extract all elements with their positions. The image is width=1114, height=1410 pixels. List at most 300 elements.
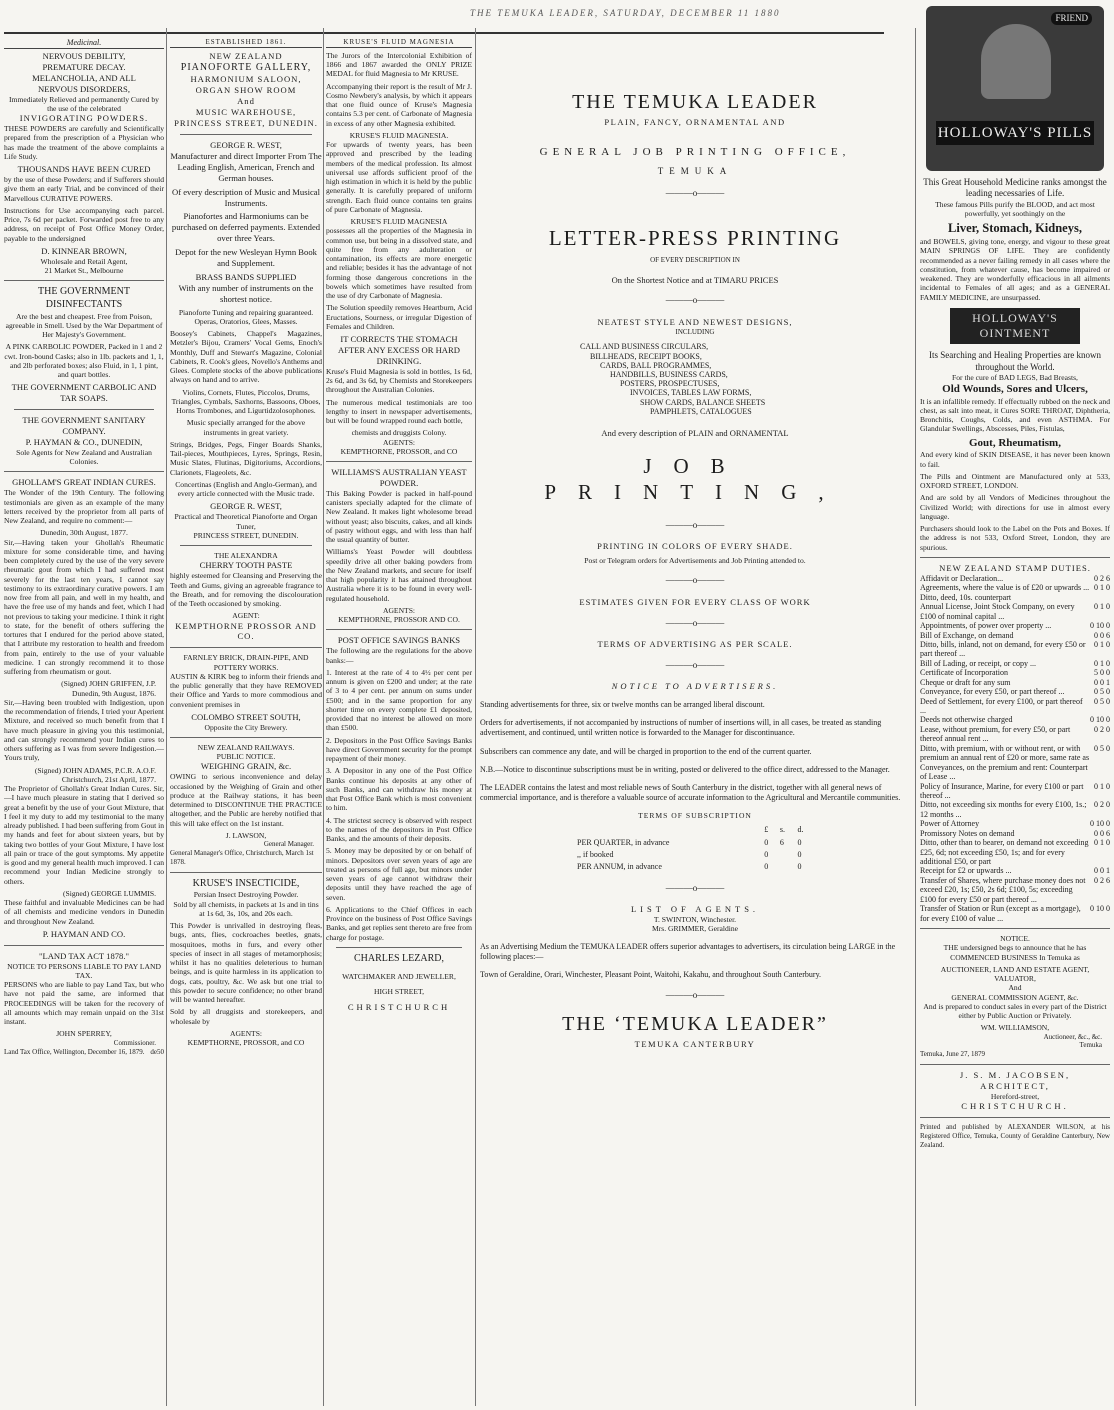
divider xyxy=(326,629,472,630)
ad-heading: PUBLIC NOTICE. xyxy=(216,752,276,762)
divider xyxy=(4,945,164,946)
ad-body: For the cure of BAD LEGS, Bad Breasts, xyxy=(952,373,1078,383)
ad-heading: ESTIMATES GIVEN FOR EVERY CLASS OF WORK xyxy=(579,596,811,607)
ad-heading: NOTICE. xyxy=(1000,934,1030,944)
duty-item: Ditto, bills, inland, not on demand, for every £50 or part thereof ... xyxy=(920,639,1086,659)
ad-body: OWING to serious inconvenience and delay occasioned by the Weighing of Grain and other produce at the Railway stations, it has been determined to DISCONTINUE THE PRACTICE altogether, and the Public are hereby notified that this will take effect on the 1st instant. xyxy=(170,772,322,828)
divider xyxy=(920,557,1110,558)
duty-row xyxy=(920,621,1110,630)
duty-item: Ditto, with premium, with or without rent, or with premium an annual rent of £20 or more, same rate as Conveyances, on the premium and rent: Counterpart of Lease ... xyxy=(920,743,1090,782)
divider: ———o——— xyxy=(665,659,725,670)
printing-list xyxy=(580,342,910,416)
ad-body: Music specially arranged for the above instruments in great variety. xyxy=(186,418,306,437)
running-head: THE TEMUKA LEADER, SATURDAY, DECEMBER 11 1880 xyxy=(470,8,781,18)
ad-line: NERVOUS DEBILITY, xyxy=(42,51,126,62)
stamp-duties-table xyxy=(920,574,1110,923)
agent-name: KEMPTHORNE, PROSSOR, and CO xyxy=(340,446,458,456)
duty-row xyxy=(920,715,1110,724)
duty-amount: 0 1 0 xyxy=(1094,781,1110,791)
ad-office xyxy=(4,1048,164,1057)
ad-body: The following are the regulations for the above banks:— xyxy=(326,646,472,665)
list-item: INVOICES, TABLES LAW FORMS, xyxy=(630,388,752,398)
ad-line: PREMATURE DECAY. xyxy=(42,62,126,73)
divider xyxy=(170,872,322,873)
seated-figure-icon xyxy=(981,24,1051,99)
ad-body: OF EVERY DESCRIPTION IN xyxy=(650,255,740,264)
duty-amount: 0 10 0 xyxy=(1090,621,1110,631)
duty-item: Lease, without premium, for every £50, or part thereof annual rent ... xyxy=(920,724,1071,744)
section-label: Medicinal. xyxy=(4,38,164,49)
table-row xyxy=(575,849,815,861)
duty-item: Policy of Insurance, Marine, for every £100 or part thereof ... xyxy=(920,781,1084,800)
duty-item: Power of Attorney xyxy=(920,819,980,829)
ad-office: General Manager's Office, Christchurch, March 1st 1878. xyxy=(170,849,314,866)
ad-heading: NEATEST STYLE AND NEWEST DESIGNS, xyxy=(597,316,793,327)
duty-amount: 0 1 0 xyxy=(1094,639,1110,649)
ad-line: PRINCESS STREET, DUNEDIN. xyxy=(174,118,318,129)
duty-item: Agreements, where the value is of £20 or upwards ... xyxy=(920,583,1090,593)
ad-line: MUSIC WAREHOUSE, xyxy=(195,107,297,118)
duty-row xyxy=(920,631,1110,640)
ad-heading: TERMS OF ADVERTISING AS PER SCALE. xyxy=(597,639,793,650)
ad-heading: KRUSE'S INSECTICIDE, xyxy=(192,877,300,889)
ad-line: ORGAN SHOW ROOM xyxy=(195,85,297,96)
agent-label: AGENT: xyxy=(232,611,260,621)
ad-body: Practical and Theoretical Pianoforte and Organ Tuner, xyxy=(174,512,318,531)
ad-address: PRINCESS STREET, DUNEDIN. xyxy=(193,530,299,540)
duty-amount: 0 0 1 xyxy=(1094,866,1110,876)
ad-line: NERVOUS DISORDERS, xyxy=(38,83,130,94)
duty-amount: 0 0 6 xyxy=(1094,828,1110,838)
duty-row xyxy=(920,800,1110,819)
list-item: PAMPHLETS, CATALOGUES xyxy=(650,406,752,416)
column-1 xyxy=(4,38,164,1056)
ad-body: These faithful and invaluable Medicines can be had of all chemists and medicine vendors in Dunedin and throughout New Zealand. xyxy=(4,898,164,926)
duty-amount: 0 0 1 xyxy=(1094,677,1110,687)
paper-subtitle: PLAIN, FANCY, ORNAMENTAL AND xyxy=(604,117,786,128)
duty-item: Bill of Exchange, on demand xyxy=(920,630,1014,640)
regulation: 3. A Depositor in any one of the Post Office Banks continue his deposits at any other of such Banks, and can withdraw his money at that Post Office Bank which is most convenient to him. xyxy=(326,766,472,813)
ad-heading: CHERRY TOOTH PASTE xyxy=(199,560,293,571)
ad-body: Opposite the City Brewery. xyxy=(204,722,288,732)
duty-amount: 0 5 0 xyxy=(1094,743,1110,753)
column-header: s. xyxy=(779,825,785,835)
ad-heading: BRASS BANDS SUPPLIED xyxy=(195,271,297,282)
signature-role: Auctioneer, &c., &c. xyxy=(1043,1032,1102,1041)
agent-role: Wholesale and Retail Agent, xyxy=(40,256,128,266)
ad-address: HIGH STREET, xyxy=(373,986,425,996)
divider xyxy=(4,280,164,281)
agent-name: GEORGE R. WEST, xyxy=(210,501,282,512)
ad-body: A PINK CARBOLIC POWDER, Packed in 1 and 2 cwt. Iron-bound Casks; also in 1lb. packets and 1, 1, and 2lb perforated boxes; also Fluid, in 1, 1 pint, and quart bottles. xyxy=(4,342,164,380)
row-label: PER ANNUM, in advance xyxy=(577,861,662,871)
agent-entry: T. SWINTON, Winchester. xyxy=(653,915,737,925)
ad-date: Temuka, June 27, 1879 xyxy=(920,1050,986,1059)
ad-body: And every description of PLAIN and ORNAMENTAL xyxy=(601,427,789,438)
cell: 0 xyxy=(764,861,769,871)
ad-body: This Powder is unrivalled in destroying fleas, bugs, ants, flies, cockroaches beetles, gnats, mosquitoes, moths in furs, and every other species of insect in all stages of metamorphosis; whilst it has no qualities deleterious to human beings, and is quite harmless in its application to dogs, cats, poultry, &c. We ask but one trial to this powder to secure confidence; no other brand will be wanted hereafter. xyxy=(170,921,322,1005)
ad-body: Sold by all druggists and storekeepers, and wholesale by xyxy=(170,1007,322,1026)
ad-body: THESE POWDERS are carefully and Scientifically prepared from the prescription of a Physician who has made the treatment of the above complaints a Life Study. xyxy=(4,124,164,161)
notice-body: Subscribers can commence any date, and will be charged in proportion to the end of the current quarter. xyxy=(480,746,812,756)
ad-body: Concertinas (English and Anglo-German), and every article connected with the Music trade. xyxy=(175,479,317,499)
ad-body: Sold by all chemists, in packets at 1s and in tins at 1s 6d, 3s, 10s, and 20s each. xyxy=(173,899,319,918)
row-label: ,, if booked xyxy=(577,849,614,859)
list-item: CARDS, BALL PROGRAMMES, xyxy=(600,360,712,370)
ad-heading: Old Wounds, Sores and Ulcers, xyxy=(942,382,1088,395)
letterpress-heading: LETTER-PRESS PRINTING xyxy=(548,225,842,250)
ad-heading: THE ALEXANDRA xyxy=(214,551,278,561)
ad-heading: KRUSE'S FLUID MAGNESIA xyxy=(350,217,448,227)
duty-amount: 0 10 0 xyxy=(1090,819,1110,829)
column-5 xyxy=(920,6,1110,1153)
ad-body: These famous Pills purify the BLOOD, and act most powerfully, yet soothingly on the xyxy=(935,199,1095,219)
ad-address: CHRISTCHURCH. xyxy=(961,1101,1069,1112)
ad-body: Post or Telegram orders for Advertisements and Job Printing attended to. xyxy=(584,556,806,566)
pills-banner: HOLLOWAY'S PILLS xyxy=(936,121,1094,145)
cell: 0 xyxy=(797,861,802,871)
signature-date: Dunedin, 9th August, 1876. xyxy=(72,688,156,698)
illustration-tag: FRIEND xyxy=(1051,12,1092,25)
ad-address: COLOMBO STREET SOUTH, xyxy=(191,711,301,722)
list-item: BILLHEADS, RECEIPT BOOKS, xyxy=(590,351,702,361)
ad-body: And is prepared to conduct sales in every part of the District either by Public Auction or Privately. xyxy=(923,1001,1107,1021)
ad-body: THE undersigned begs to announce that he has COMMENCED BUSINESS In Temuka as xyxy=(943,943,1087,962)
column-rule xyxy=(166,28,167,1406)
ad-body: Pianofortes and Harmoniums can be purchased on deferred payments. Extended over three Years. xyxy=(171,211,321,244)
ad-body: chemists and druggists Colony. xyxy=(351,428,447,438)
agent-label: AGENTS: xyxy=(382,437,416,447)
ad-date: Dunedin, 30th August, 1877. xyxy=(40,528,128,538)
agent-name: P. HAYMAN AND CO. xyxy=(42,928,126,939)
cell xyxy=(778,849,796,861)
notice-body: Town of Geraldine, Orari, Winchester, Pleasant Point, Waitohi, Kakahu, and throughout South Canterbury. xyxy=(480,970,822,980)
ad-heading: LIST OF AGENTS. xyxy=(630,904,760,915)
ad-body: Pianoforte Tuning and repairing guaranteed. Operas, Oratorios, Glees, Masses. xyxy=(178,307,314,326)
ad-body: This Baking Powder is packed in half-pound canisters specially adapted for the climate of New Zealand. It makes light wholesome bread without yeast; also biscuits, cakes, and all kinds of pastry without eggs, and with less than half the usual quantity of butter. xyxy=(326,488,472,545)
ad-body: possesses all the properties of the Magnesia in common use, but being in a dissolved state, and quite free from any adulteration or contamination, its effects are more energetic and reliable; besides it has the advantage of not forming those dangerous concretions in the bowels which sometimes have resulted from the use of dry Carbonate of Magnesia. xyxy=(326,226,472,301)
divider xyxy=(920,928,1110,929)
ad-body: Sole Agents for New Zealand and Australian Colonies. xyxy=(16,447,152,467)
regulation: 1. Interest at the rate of 4 to 4½ per cent per annum is given on £200 and under; at the rate of 3 to 4 per cent. per annum on sums under £500; and in the same proportion for any shorter time on every complete £1 deposited, provided that no interest be allowed on more than £500. xyxy=(326,667,472,733)
divider xyxy=(180,545,312,546)
paper-title: THE TEMUKA LEADER xyxy=(572,91,818,113)
ad-heading: THE GOVERNMENT SANITARY COMPANY. xyxy=(22,415,146,437)
duty-row xyxy=(920,583,1110,592)
divider: ———o——— xyxy=(665,295,725,306)
column-rule xyxy=(323,28,324,1406)
ad-heading: TERMS OF SUBSCRIPTION xyxy=(638,811,752,821)
testimonial: Sir,—Having taken your Ghollah's Rheumatic mixture for some considerable time, and having been completely cured by the use of the very severe rheumatic gout from which I had suffered most severely for the last ten years, I cannot say testimony to its extraordinary curative powers. I am now free from all pain, and well in my health, and have the free use of my hands and feet, which I had not previous to taking your medicine. I think it right to state, for the benefit of others suffering the tortures that I endured for the period above stated, that I attribute my restoration to health and freedom from pain, entirely to the use of your valuable medicine. I can strongly recommend it to those suffering from rheumatism or gout. xyxy=(4,537,164,677)
gallery-ad xyxy=(170,51,322,129)
duty-row xyxy=(920,744,1110,782)
ad-heading: KRUSE'S FLUID MAGNESIA. xyxy=(349,130,449,140)
ad-heading: ARCHITECT, xyxy=(980,1081,1050,1092)
office-place: TEMUKA xyxy=(657,166,733,177)
table-row xyxy=(575,837,815,849)
signature-place: Temuka xyxy=(1079,1041,1102,1050)
office-heading: GENERAL JOB PRINTING OFFICE, xyxy=(539,146,851,159)
list-item: POSTERS, PROSPECTUSES, xyxy=(620,379,720,389)
regulation: 4. The strictest secrecy is observed with respect to the names of the depositors in Post Office Banks, and the amounts of their deposits. xyxy=(326,815,472,844)
agent-address: 21 Market St., Melbourne xyxy=(44,266,124,275)
ad-heading: INVIGORATING POWDERS. xyxy=(19,113,149,124)
ad-line: And xyxy=(237,96,255,107)
agent-name: GEORGE R. WEST, xyxy=(210,140,282,150)
agent-name: KEMPTHORNE PROSSOR AND CO. xyxy=(175,620,317,642)
ad-body: It is an infallible remedy. If effectually rubbed on the neck and chest, as salt into meat, it Cures SORE THROAT, Diphtheria, Bronchitis, Coughs, Colds, and even ASTHMA. For Glandular Swellings, Abscesses, Piles, Fistulas, xyxy=(920,396,1110,434)
ad-body: highly esteemed for Cleansing and Preserving the Teeth and Gums, giving an agreeable fragrance to the Breath, and for removing the discolouration of the Teeth occasioned by smoking. xyxy=(170,571,322,608)
ad-body: The Solution speedily removes Heartburn, Acid Eructations, Sourness, or irregular Digestion of Females and Children. xyxy=(326,303,472,331)
divider: ———o——— xyxy=(665,187,725,198)
duty-item: Conveyance, for every £50, or part thereof ... xyxy=(920,687,1065,697)
ad-heading: J. S. M. JACOBSEN, xyxy=(959,1070,1071,1081)
column-header: £ xyxy=(764,825,769,835)
list-item: SHOW CARDS, BALANCE SHEETS xyxy=(640,397,766,407)
duty-row xyxy=(920,725,1110,744)
divider xyxy=(326,461,472,462)
ointment-banner: HOLLOWAY'S OINTMENT xyxy=(950,308,1080,344)
duty-item: Transfer of Station or Run (except as a mortgage), for every £100 of value ... xyxy=(920,904,1081,923)
ad-body: Boosey's Cabinets, Chappel's Magazines, Metzler's Bijou, Cramers' Vocal Gems, Enoch's Monthly, Duff and Stewart's Magazine, Colonial Cabinets, R. Cook's glees, Novello's Anthems and Glees. Complete stocks of the above publications always on hand and to arrive. xyxy=(170,329,322,385)
divider: ———o——— xyxy=(665,575,725,586)
duty-amount: 0 10 0 xyxy=(1090,715,1110,725)
divider xyxy=(336,947,462,948)
duty-amount: 0 2 0 xyxy=(1094,724,1110,734)
ad-heading: THE GOVERNMENT DISINFECTANTS xyxy=(38,286,130,310)
ad-body: Manufacturer and direct Importer From The Leading English, American, French and German houses. xyxy=(170,150,322,183)
ad-heading: This Great Household Medicine ranks amongst the leading necessaries of Life. xyxy=(923,177,1107,199)
column-4 xyxy=(480,38,910,1050)
ad-heading: WEIGHING GRAIN, &c. xyxy=(200,761,292,772)
column-rule xyxy=(475,28,476,1406)
ad-body: Depot for the new Wesleyan Hymn Book and Supplement. xyxy=(175,247,317,269)
ad-heading: GENERAL COMMISSION AGENT, &c. xyxy=(951,992,1079,1002)
divider xyxy=(170,737,322,738)
duty-row xyxy=(920,829,1110,838)
cell: 6 xyxy=(779,837,784,847)
divider: ———o——— xyxy=(665,617,725,628)
divider xyxy=(170,647,322,648)
ad-heading: IT CORRECTS THE STOMACH AFTER ANY EXCESS OR HARD DRINKING. xyxy=(338,334,460,366)
ad-body: Instructions for Use accompanying each parcel. Price, 7s 6d per packet. Forwarded post free to any address, on receipt of Post Office Money Order, payable to the undersigned xyxy=(4,205,164,243)
column-header: d. xyxy=(797,825,804,835)
ad-body: Persian Insect Destroying Powder. xyxy=(193,890,299,900)
cell xyxy=(778,861,796,873)
duty-item: Ditto, deed, 10s. counterpart xyxy=(920,592,1012,602)
duty-amount: 0 0 6 xyxy=(1094,630,1110,640)
ad-body: Violins, Cornets, Flutes, Piccolos, Drums, Triangles, Cymbals, Saxhorns, Bassoons, Oboes, Horns Trombones, and Ligurtidzolosophones. xyxy=(171,387,321,416)
ad-body: Are the best and cheapest. Free from Poison, agreeable in Smell. Used by the War Department of Her Majesty's Government. xyxy=(5,311,163,340)
list-item: HANDBILLS, BUSINESS CARDS, xyxy=(610,369,728,379)
divider xyxy=(14,409,154,410)
agent-name: D. KINNEAR BROWN, xyxy=(41,245,127,256)
divider xyxy=(920,1064,1110,1065)
regulation: 6. Applications to the Chief Offices in each Province on the business of Post Office Savings Banks, and get replies sent thereto are free from charge for postage. xyxy=(326,904,472,942)
ad-heading: FARNLEY BRICK, DRAIN-PIPE, AND POTTERY WORKS. xyxy=(183,653,309,672)
divider: ———o——— xyxy=(665,519,725,530)
paper-subtitle-bottom: TEMUKA CANTERBURY xyxy=(634,1038,756,1049)
duty-row xyxy=(920,659,1110,668)
duty-amount: 0 1 0 xyxy=(1094,838,1110,848)
ad-body: For upwards of twenty years, has been approved and prescribed by the leading members of the medical profession. Its almost universal use affords sufficient proof of the high estimation in which it is held by the public generally. It is carefully prepared of uniform strength. Each fluid ounce contains ten grains of pure Carbonate of Magnesia. xyxy=(326,140,472,214)
ad-body: The numerous medical testimonials are too lengthy to insert in newspaper advertisements, but will be found wrapped round each bottle, xyxy=(326,397,472,426)
ad-body: Purchasers should look to the Label on the Pots and Boxes. If the address is not 533, Oxford Street, London, they are spurious. xyxy=(920,524,1110,552)
cell: 0 xyxy=(797,837,802,847)
duty-amount: 0 2 6 xyxy=(1094,875,1110,885)
ad-heading: THOUSANDS HAVE BEEN CURED xyxy=(17,164,151,175)
row-label: PER QUARTER, in advance xyxy=(577,837,670,847)
ad-body: Of every description of Music and Musical Instruments. xyxy=(172,186,320,208)
signature-date: Christchurch, 21st April, 1877. xyxy=(61,774,156,784)
notice-body: N.B.—Notice to discontinue subscriptions must be in writing, posted or delivered to the office direct, addressed to the Manager. xyxy=(480,764,890,774)
duty-amount: 0 2 0 xyxy=(1094,800,1110,810)
list-item: CALL AND BUSINESS CIRCULARS, xyxy=(580,342,709,352)
signature: JOHN SPERREY, xyxy=(56,1029,112,1039)
ad-body: The Pills and Ointment are Manufactured only at 533, OXFORD STREET, LONDON. xyxy=(920,471,1110,491)
duty-amount: 5 0 0 xyxy=(1094,668,1110,678)
cell: 0 xyxy=(764,837,769,847)
ad-heading: NOTICE TO PERSONS LIABLE TO PAY LAND TAX. xyxy=(7,961,161,980)
duty-row xyxy=(920,866,1110,875)
duty-amount: 0 1 0 xyxy=(1094,602,1110,612)
agent-name: P. HAYMAN & CO., DUNEDIN, xyxy=(25,437,143,447)
duty-row xyxy=(920,668,1110,677)
ad-line: HARMONIUM SALOON, xyxy=(190,74,302,85)
signature: (Signed) JOHN GRIFFEN, J.P. xyxy=(61,679,156,689)
notice-body: Orders for advertisements, if not accompanied by instructions of number of insertions will, in all cases, be treated as standing advertisement, and continued, until written notice is forwarded to the Manager for discontinuance. xyxy=(480,718,882,738)
divider xyxy=(920,1117,1110,1118)
duty-row xyxy=(920,876,1110,904)
duty-item: Promissory Notes on demand xyxy=(920,828,1015,838)
duty-row xyxy=(920,819,1110,828)
duty-amount: 0 1 0 xyxy=(1094,658,1110,668)
table-row xyxy=(575,861,815,873)
notice-body: Standing advertisements for three, six or twelve months can be arranged liberal discount. xyxy=(480,700,765,710)
signature-role: General Manager. xyxy=(263,840,314,849)
subscription-table xyxy=(575,824,815,873)
ad-line: MELANCHOLIA, AND ALL xyxy=(32,72,136,83)
ad-body: The Wonder of the 19th Century. The following testimonials are given as an example of the many letters received by the proprietor from all parts of New Zealand, and require no comment:— xyxy=(4,488,164,526)
cell: 0 xyxy=(764,849,769,859)
masthead-rule xyxy=(4,32,884,34)
notice-body: The LEADER contains the latest and most reliable news of South Canterbury in the district, together with all general news of commercial importance, and is therefore a valuable source of accurate information to the Agricultural and Mercantile communities. xyxy=(480,782,901,802)
column-2 xyxy=(170,38,322,1047)
duty-item: Bill of Lading, or receipt, or copy ... xyxy=(920,658,1036,668)
duty-item: Deeds not otherwise charged xyxy=(920,715,1013,725)
duty-amount: 0 10 0 xyxy=(1090,904,1110,914)
ad-heading: Its Searching and Healing Properties are known throughout the World. xyxy=(929,350,1101,372)
ad-body: and BOWELS, giving tone, energy, and vigour to these great MAIN SPRINGS OF LIFE. They are confidently recommended as a never failing remedy in all cases where the constitution, from whatever cause, has become impaired or weakened. They are wonderfully efficacious in all ailments incidental to Females of all ages; and as a GENERAL FAMILY MEDICINE, are unsurpassed. xyxy=(920,237,1110,302)
duty-amount xyxy=(1106,593,1110,602)
paper-title-bottom: THE ‘TEMUKA LEADER” xyxy=(562,1012,828,1035)
ad-line: Immediately Relieved and permanently Cured by the use of the celebrated xyxy=(9,94,159,114)
column-rule xyxy=(915,28,916,1406)
ad-address: Hereford-street, xyxy=(990,1092,1040,1101)
ad-body: And xyxy=(1008,983,1022,993)
ad-body: On the Shortest Notice and at TIMARU PRICES xyxy=(611,274,779,285)
ad-body: AUSTIN & KIRK beg to inform their friends and the public generally that they have REMOVED their Office and Yards to more commodious and convenient premises in xyxy=(170,671,322,709)
duty-item: Cheque or draft for any sum xyxy=(920,677,1011,687)
signature: (Signed) GEORGE LUMMIS. xyxy=(62,888,156,898)
signature: WM. WILLIAMSON, xyxy=(980,1023,1050,1033)
ad-body: Williams's Yeast Powder will doubtless speedily drive all other baking powders from the New Zealand markets, and secure for itself that high popularity it has attained throughout Australia where it is to be found in every well-regulated household. xyxy=(326,547,472,603)
testimonial: The Proprietor of Ghollah's Great Indian Cures. Sir,—I have much pleasure in stating that I derived so great a benefit by the use of your Gout Mixture, that I feel it my duty to add my testimonial to the many already published. I had been suffering from Gout in my hands and feet for about sixteen years, but by taking two bottles of your Gout Mixture, I have lost all pain or trace of the gout symptoms. My appetite is good and my general health much improved. I can recommend your Indian Medicine strongly to others. xyxy=(4,784,164,886)
ad-heading: "LAND TAX ACT 1878." xyxy=(38,950,130,961)
duty-row xyxy=(920,904,1110,923)
ad-heading: KRUSE'S FLUID MAGNESIA xyxy=(326,38,472,48)
ad-line: NEW ZEALAND xyxy=(209,50,283,61)
divider xyxy=(4,471,164,472)
ad-code: de50 xyxy=(150,1047,164,1056)
duty-row xyxy=(920,574,1110,583)
ad-body: Kruse's Fluid Magnesia is sold in bottles, 1s 6d, 2s 6d, and 3s 6d, by Chemists and Storekeepers throughout the Australian Colonies. xyxy=(326,366,472,395)
duty-row xyxy=(920,782,1110,801)
duty-row xyxy=(920,593,1110,602)
ad-heading: WILLIAMS'S AUSTRALIAN YEAST POWDER. xyxy=(331,467,467,488)
signature: (Signed) JOHN ADAMS, P.C.R. A.O.F. xyxy=(34,765,156,775)
table-header xyxy=(575,824,815,836)
ad-body: PERSONS who are liable to pay Land Tax, but who have not paid the same, are informed that PROCEEDINGS will be taken for the recovery of all amounts which may remain unpaid on the 31st instant. xyxy=(4,980,164,1027)
duty-row xyxy=(920,838,1110,866)
regulation: 2. Depositors in the Post Office Savings Banks have direct Government security for the prompt repayment of their money. xyxy=(326,735,472,764)
ad-heading: THE GOVERNMENT CARBOLIC AND TAR SOAPS. xyxy=(11,382,157,404)
ad-heading: Gout, Rheumatism, xyxy=(969,436,1061,449)
agent-entry: Mrs. GRIMMER, Geraldine xyxy=(651,924,739,934)
ad-heading: AUCTIONEER, LAND AND ESTATE AGENT, VALUATOR, xyxy=(940,964,1090,984)
duty-amount: 0 1 0 xyxy=(1094,583,1110,593)
ad-body: Strings, Bridges, Pegs, Finger Boards Shanks, Tail-pieces, Mouthpieces, Lyres, Springs, Resin, Music Slates, Flutinas, Digitoriums, Accordions, Clarionets, Flageolets, &c. xyxy=(170,439,322,477)
job-printing-heading: JOB PRINTING, xyxy=(544,453,846,505)
duty-item: Transfer of Shares, where purchase money does not exceed £20, 1s; £50, 2s 6d; £100, 5s; exceeding £100 for every £50 or part thereof ... xyxy=(920,875,1086,904)
signature: J. LAWSON, xyxy=(225,830,267,840)
ad-heading: PRINTING IN COLORS OF EVERY SHADE. xyxy=(597,541,793,552)
agent-label: AGENTS: xyxy=(382,605,416,615)
divider: ———o——— xyxy=(665,883,725,893)
office-text: Land Tax Office, Wellington, December 16, 1879. xyxy=(4,1047,145,1056)
ad-address: CHRISTCHURCH xyxy=(347,1002,451,1012)
duty-row xyxy=(920,678,1110,687)
notice-body: As an Advertising Medium the TEMUKA LEADER offers superior advantages to advertisers, its circulation being LARGE in the following places:— xyxy=(480,941,896,961)
duty-amount: 0 5 0 xyxy=(1094,696,1110,706)
duty-row xyxy=(920,687,1110,696)
agent-name: KEMPTHORNE, PROSSOR, and CO xyxy=(187,1038,305,1048)
ad-heading: NOTICE TO ADVERTISERS. xyxy=(611,681,779,692)
signature-role: Commissioner. xyxy=(113,1038,156,1047)
ad-body: Accompanying their report is the result of Mr J. Cosmo Newbery's analysis, by which it appears that one fluid ounce of Kruse's Magnesia contains 5.3 per cent. of Carbonate of Magnesia in excess of any other Magnesia exhibited. xyxy=(326,81,472,128)
ad-line: PIANOFORTE GALLERY, xyxy=(180,61,312,73)
duty-item: Deed of Settlement, for every £100, or part thereof ... xyxy=(920,696,1083,715)
ad-body: And are sold by all Vendors of Medicines throughout the Civilized World; with directions for use in almost every language. xyxy=(920,493,1110,521)
duty-item: Ditto, not exceeding six months for every £100, 1s.; 12 months ... xyxy=(920,800,1087,819)
column-3 xyxy=(326,38,472,1013)
ad-body: With any number of instruments on the shortest notice. xyxy=(178,282,314,304)
cell: 0 xyxy=(797,849,802,859)
duty-amount: 0 2 6 xyxy=(1094,573,1110,583)
duty-item: Ditto, other than to bearer, on demand not exceeding £25, 6d; not exceeding £50, 1s; and for every additional £50, or part xyxy=(920,838,1089,866)
duty-item: Affidavit or Declaration... xyxy=(920,573,1004,583)
debility-ad xyxy=(4,51,164,124)
duty-item: Annual License, Joint Stock Company, on every £100 of nominal capital ... xyxy=(920,602,1075,621)
ad-body: And every kind of SKIN DISEASE, it has never been known to fail. xyxy=(920,450,1110,469)
testimonial: Sir,—Having been troubled with Indigestion, upon the recommendation of friends, I tried your Aperient Mixture, and received so much benefit from that I have much pleasure in giving you this testimonial, and can strongly recommend your Indian cures to others suffering as I was from severe Indigestion.—Yours truly, xyxy=(4,697,164,763)
divider: ———o——— xyxy=(665,990,725,1001)
agent-label: AGENTS: xyxy=(229,1028,263,1038)
ad-heading: CHARLES LEZARD, xyxy=(354,952,444,964)
ad-body: The Jurors of the Intercolonial Exhibition of 1866 and 1867 awarded the ONLY PRIZE MEDAL for fluid Magnesia to Mr KRUSE. xyxy=(326,50,472,79)
duty-item: Certificate of Incorporation xyxy=(920,668,1008,678)
holloway-illustration xyxy=(926,6,1104,171)
